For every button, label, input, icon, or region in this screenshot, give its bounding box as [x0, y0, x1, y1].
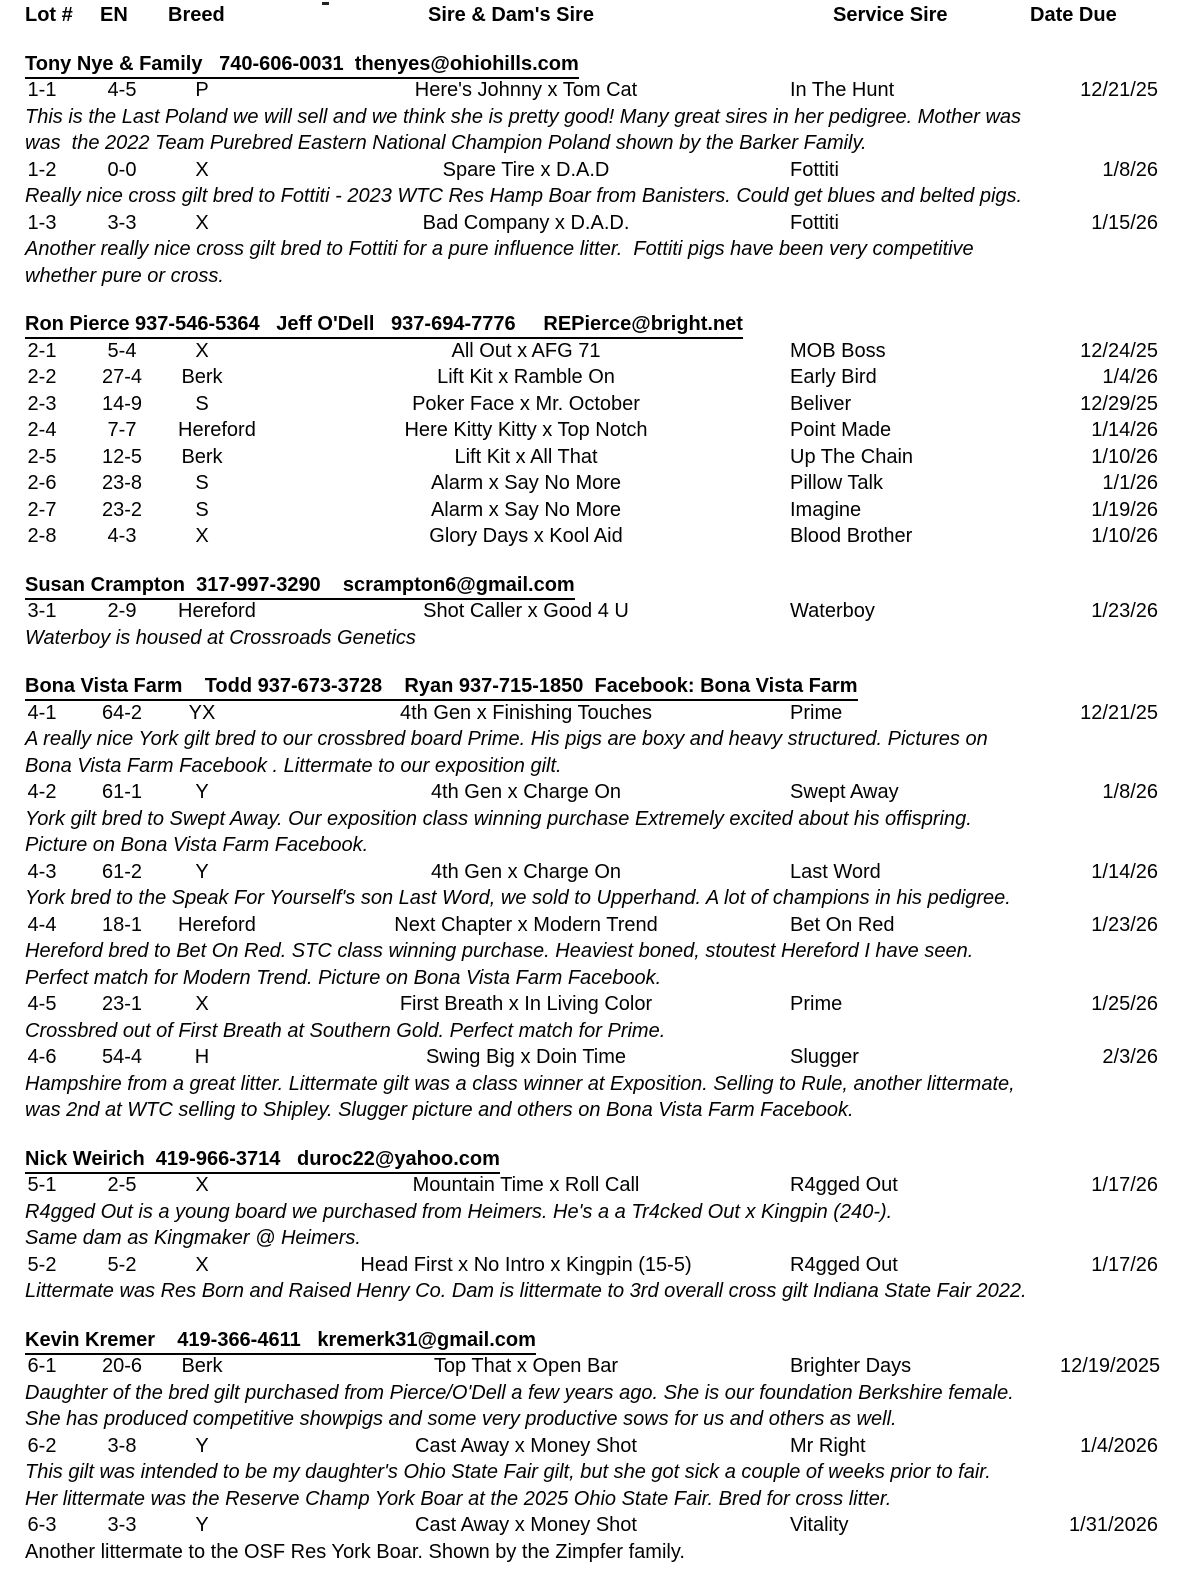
en-cell: 14-9: [101, 392, 143, 415]
date-due-cell: 1/31/2026: [1069, 1514, 1158, 1536]
column-spacer: [226, 157, 274, 184]
en-cell: 4-5: [107, 79, 137, 101]
en-cell: 27-4: [101, 366, 143, 388]
service-sire-cell: MOB Boss: [790, 339, 886, 362]
column-spacer: [226, 1172, 274, 1199]
date-due-cell: 1/10/26: [1091, 445, 1158, 468]
service-sire-cell: Bet On Red: [790, 913, 895, 936]
entry-row: [0, 210, 1200, 237]
entry-row: [0, 1512, 1200, 1539]
service-sire-cell: Pillow Talk: [790, 472, 883, 494]
entry-row: [0, 417, 1200, 444]
entry-row: [0, 391, 1200, 418]
lot-cell: 4-5: [27, 993, 57, 1015]
seller-heading: Bona Vista Farm Todd 937-673-3728 Ryan 937-715-1850 Facebook: Bona Vista Farm: [25, 675, 858, 701]
service-sire-cell: Imagine: [790, 498, 862, 521]
entry-note: was the 2022 Team Purebred Eastern National Champion Poland shown by the Barker Family.: [25, 132, 867, 154]
entry-note: York gilt bred to Swept Away. Our exposition class winning purchase Extremely excited about his offispring.: [25, 807, 972, 830]
date-due-cell: 1/17/26: [1091, 1174, 1158, 1196]
entry-row: [0, 444, 1200, 471]
column-spacer: [226, 598, 274, 625]
column-spacer: [226, 364, 274, 391]
column-spacer: [226, 444, 274, 471]
en-cell: 0-0: [107, 158, 137, 181]
entry-row: [0, 497, 1200, 524]
entry-note: Crossbred out of First Breath at Southern Gold. Perfect match for Prime.: [25, 1019, 666, 1042]
breed-cell: P: [195, 79, 209, 101]
lot-cell: 4-3: [27, 860, 57, 883]
breed-cell: Hereford: [178, 600, 256, 622]
seller-heading-line: [0, 673, 1200, 700]
sire-cell: Head First x No Intro x Kingpin (15-5): [360, 1253, 692, 1276]
seller-heading: Tony Nye & Family 740-606-0031 thenyes@ohiohills.com: [25, 53, 579, 79]
entry-row: [0, 77, 1200, 104]
service-sire-cell: Slugger: [790, 1046, 859, 1068]
entry-row: [0, 912, 1200, 939]
entry-note: Hereford bred to Bet On Red. STC class winning purchase. Heaviest boned, stoutest Hereford I have seen.: [25, 940, 974, 962]
lot-cell: 1-2: [27, 158, 57, 181]
entry-row: [0, 700, 1200, 727]
en-cell: 61-2: [101, 860, 143, 883]
breed-cell: YX: [188, 701, 216, 724]
entry-note: Daughter of the bred gilt purchased from Pierce/O'Dell a few years ago. She is our foundation Berkshire female.: [25, 1381, 1014, 1404]
entry-note: Perfect match for Modern Trend. Picture on Bona Vista Farm Facebook.: [25, 966, 662, 989]
service-sire-cell: Point Made: [790, 419, 892, 441]
column-spacer: [226, 1044, 274, 1071]
lot-cell: 4-1: [27, 701, 57, 724]
entry-row: [0, 1433, 1200, 1460]
breed-cell: X: [195, 339, 209, 362]
entry-note: York bred to the Speak For Yourself's son Last Word, we sold to Upperhand. A lot of champions in his pedigree.: [25, 887, 1011, 909]
column-spacer: [226, 523, 274, 550]
column-spacer: [226, 991, 274, 1018]
entry-row: [0, 157, 1200, 184]
service-sire-cell: Blood Brother: [790, 525, 913, 547]
seller-heading-line: [0, 1327, 1200, 1354]
lot-cell: 4-6: [27, 1046, 57, 1068]
lot-cell: 2-7: [27, 498, 57, 521]
date-due-cell: 1/23/26: [1091, 913, 1158, 936]
column-spacer: [226, 700, 274, 727]
entry-row: [0, 1172, 1200, 1199]
sire-cell: Poker Face x Mr. October: [412, 392, 640, 415]
column-spacer: [226, 1512, 274, 1539]
seller-section: [0, 572, 1200, 652]
en-cell: 5-2: [107, 1253, 137, 1276]
en-cell: 61-1: [101, 781, 143, 803]
entry-row: [0, 779, 1200, 806]
seller-heading-line: [0, 311, 1200, 338]
seller-section: [0, 311, 1200, 550]
en-cell: 23-2: [101, 498, 143, 521]
sire-cell: Top That x Open Bar: [433, 1355, 619, 1377]
breed-cell: S: [195, 472, 209, 494]
service-sire-cell: Beliver: [790, 392, 852, 415]
column-spacer: [226, 470, 274, 497]
column-spacer: [226, 497, 274, 524]
service-sire-cell: Fottiti: [790, 158, 839, 181]
sire-cell: First Breath x In Living Color: [399, 993, 653, 1015]
sire-cell: Spare Tire x D.A.D: [442, 158, 610, 181]
seller-heading: Ron Pierce 937-546-5364 Jeff O'Dell 937-694-7776 REPierce@bright.net: [25, 313, 743, 339]
date-due-cell: 1/4/26: [1102, 366, 1158, 388]
breed-cell: S: [195, 392, 209, 415]
lot-cell: 2-4: [27, 419, 57, 441]
seller-heading-line: [0, 572, 1200, 599]
column-spacer: [226, 391, 274, 418]
sire-cell: 4th Gen x Charge On: [430, 860, 622, 883]
lot-cell: 2-5: [27, 445, 57, 468]
en-cell: 4-3: [107, 525, 137, 547]
breed-cell: Y: [195, 781, 209, 803]
sire-cell: Lift Kit x All That: [454, 445, 598, 468]
entry-note: This gilt was intended to be my daughter's Ohio State Fair gilt, but she got sick a couple of weeks prior to fair.: [25, 1461, 991, 1483]
entry-note: Hampshire from a great litter. Littermate gilt was a class winner at Exposition. Selling to Rule, another littermate,: [25, 1072, 1015, 1095]
date-due-cell: 1/14/26: [1091, 419, 1158, 441]
service-sire-cell: Vitality: [790, 1514, 849, 1536]
breed-cell: H: [194, 1046, 210, 1068]
service-sire-cell: Fottiti: [790, 211, 839, 234]
breed-cell: Berk: [181, 366, 223, 388]
column-spacer: [226, 1252, 274, 1279]
column-spacer: [226, 912, 274, 939]
en-cell: 5-4: [107, 339, 137, 362]
date-due-cell: 12/29/25: [1080, 392, 1158, 415]
date-due-cell: 1/14/26: [1091, 860, 1158, 883]
lot-cell: 5-1: [27, 1174, 57, 1196]
entry-note: whether pure or cross.: [25, 264, 224, 287]
column-spacer: [226, 338, 274, 365]
sire-cell: Swing Big x Doin Time: [425, 1046, 627, 1068]
lot-cell: 1-1: [27, 79, 57, 101]
seller-heading: Susan Crampton 317-997-3290 scrampton6@gmail.com: [25, 574, 575, 600]
entry-note: Really nice cross gilt bred to Fottiti - 2023 WTC Res Hamp Boar from Banisters. Could get blues and belted pigs.: [25, 185, 1023, 207]
sire-cell: 4th Gen x Finishing Touches: [399, 701, 652, 724]
column-spacer: [226, 210, 274, 237]
column-spacer: [226, 77, 274, 104]
entry-note: Her littermate was the Reserve Champ York Boar at the 2025 Ohio State Fair. Bred for cross litter.: [25, 1487, 892, 1510]
lot-cell: 5-2: [27, 1253, 57, 1276]
service-sire-cell: Prime: [790, 993, 843, 1015]
service-sire-cell: Waterboy: [790, 600, 875, 622]
entry-row: [0, 1353, 1200, 1380]
en-cell: 64-2: [101, 701, 143, 724]
breed-cell: X: [195, 211, 209, 234]
column-spacer: [226, 1353, 274, 1380]
seller-heading-line: [0, 51, 1200, 78]
date-due-cell: 12/24/25: [1080, 339, 1158, 362]
breed-cell: Y: [195, 1434, 209, 1457]
date-due-cell: 1/23/26: [1091, 600, 1158, 622]
lot-cell: 2-8: [27, 525, 57, 547]
entry-row: [0, 1044, 1200, 1071]
entry-note: Bona Vista Farm Facebook . Littermate to our exposition gilt.: [25, 754, 562, 777]
breed-cell: Y: [195, 860, 209, 883]
lot-cell: 4-4: [27, 913, 57, 936]
en-cell: 20-6: [101, 1355, 143, 1377]
service-sire-cell: Early Bird: [790, 366, 877, 388]
en-cell: 18-1: [101, 913, 143, 936]
en-cell: 54-4: [101, 1046, 143, 1068]
sire-cell: Cast Away x Money Shot: [415, 1514, 637, 1536]
lot-cell: 6-1: [27, 1355, 57, 1377]
breed-cell: S: [195, 498, 209, 521]
en-cell: 3-8: [107, 1434, 137, 1457]
column-spacer: [226, 417, 274, 444]
sire-cell: Bad Company x D.A.D.: [422, 211, 630, 234]
en-cell: 3-3: [107, 1514, 137, 1536]
service-sire-cell: Last Word: [790, 860, 881, 883]
column-header-sire: Sire & Dam's Sire: [428, 4, 594, 26]
entry-note: Same dam as Kingmaker @ Heimers.: [25, 1227, 361, 1249]
sire-cell: Mountain Time x Roll Call: [412, 1174, 640, 1196]
sire-cell: Alarm x Say No More: [430, 498, 622, 521]
seller-heading: Kevin Kremer 419-366-4611 kremerk31@gmail.com: [25, 1329, 536, 1355]
date-due-cell: 1/10/26: [1091, 525, 1158, 547]
service-sire-cell: Swept Away: [790, 781, 899, 803]
sire-cell: 4th Gen x Charge On: [430, 781, 622, 803]
entry-note: Littermate was Res Born and Raised Henry Co. Dam is littermate to 3rd overall cross gilt Indiana State Fair 2022.: [25, 1280, 1027, 1302]
lot-cell: 2-1: [27, 339, 57, 362]
column-header-row: [0, 2, 1200, 29]
date-due-cell: 1/8/26: [1102, 158, 1158, 181]
sire-cell: Next Chapter x Modern Trend: [394, 913, 658, 936]
breed-cell: X: [195, 1253, 209, 1276]
entry-note: A really nice York gilt bred to our crossbred board Prime. His pigs are boxy and heavy structured. Pictures on: [25, 728, 988, 750]
sire-cell: All Out x AFG 71: [451, 339, 601, 362]
column-spacer: [226, 779, 274, 806]
lot-cell: 3-1: [27, 600, 57, 622]
column-header-lot: Lot #: [25, 4, 73, 26]
sire-cell: Here Kitty Kitty x Top Notch: [404, 419, 648, 441]
service-sire-cell: Prime: [790, 701, 843, 724]
date-due-cell: 12/21/25: [1080, 79, 1158, 101]
en-cell: 12-5: [101, 445, 143, 468]
seller-heading: Nick Weirich 419-966-3714 duroc22@yahoo.com: [25, 1148, 500, 1174]
column-spacer: [226, 859, 274, 886]
date-due-cell: 1/1/26: [1102, 472, 1158, 494]
breed-cell: X: [195, 1174, 209, 1196]
entry-row: [0, 991, 1200, 1018]
lot-cell: 1-3: [27, 211, 57, 234]
entry-note: R4gged Out is a young board we purchased from Heimers. He's a a Tr4cked Out x Kingpin (240-).: [25, 1200, 893, 1223]
service-sire-cell: R4gged Out: [790, 1174, 898, 1196]
breed-cell: X: [195, 158, 209, 181]
sire-cell: Cast Away x Money Shot: [415, 1434, 637, 1457]
date-due-cell: 1/4/2026: [1080, 1434, 1158, 1457]
service-sire-cell: Mr Right: [790, 1434, 866, 1457]
service-sire-cell: In The Hunt: [790, 79, 895, 101]
breed-cell: X: [195, 993, 209, 1015]
seller-section: [0, 51, 1200, 290]
seller-section: [0, 673, 1200, 1124]
lot-cell: 6-2: [27, 1434, 57, 1457]
en-cell: 2-9: [107, 600, 137, 622]
column-header-en: EN: [100, 4, 128, 26]
sire-cell: Here's Johnny x Tom Cat: [414, 79, 638, 101]
date-due-cell: 1/25/26: [1091, 993, 1158, 1015]
sire-cell: Shot Caller x Good 4 U: [423, 600, 629, 622]
en-cell: 23-8: [101, 472, 143, 494]
entry-row: [0, 470, 1200, 497]
en-cell: 7-7: [107, 419, 137, 441]
entry-row: [0, 598, 1200, 625]
lot-cell: 2-3: [27, 392, 57, 415]
entry-row: [0, 859, 1200, 886]
entry-note: Picture on Bona Vista Farm Facebook.: [25, 834, 369, 856]
entry-row: [0, 523, 1200, 550]
lot-cell: 4-2: [27, 781, 57, 803]
seller-heading-line: [0, 1146, 1200, 1173]
column-header-breed: Breed: [168, 4, 225, 26]
breed-cell: Hereford: [178, 913, 256, 936]
catalog-page: [0, 2, 1200, 1565]
service-sire-cell: Up The Chain: [790, 445, 914, 468]
entry-note: She has produced competitive showpigs and some very productive sows for us and others as well.: [25, 1408, 897, 1430]
date-due-cell: 12/21/25: [1080, 701, 1158, 724]
entry-note: This is the Last Poland we will sell and we think she is pretty good! Many great sires in her pedigree. Mother was: [25, 105, 1022, 128]
breed-cell: Y: [195, 1514, 209, 1536]
breed-cell: Hereford: [178, 419, 256, 441]
entry-row: [0, 1252, 1200, 1279]
lot-cell: 2-2: [27, 366, 57, 388]
breed-cell: Berk: [181, 1355, 223, 1377]
date-due-cell: 1/8/26: [1102, 781, 1158, 803]
date-due-cell: 1/15/26: [1091, 211, 1158, 234]
lot-cell: 6-3: [27, 1514, 57, 1536]
entry-note: Waterboy is housed at Crossroads Genetics: [25, 626, 416, 649]
entry-note: Another really nice cross gilt bred to Fottiti for a pure influence litter. Fottiti pigs have been very competitive: [25, 238, 974, 260]
en-cell: 3-3: [107, 211, 137, 234]
service-sire-cell: Brighter Days: [790, 1355, 912, 1377]
date-due-cell: 1/17/26: [1091, 1253, 1158, 1276]
breed-cell: Berk: [181, 445, 223, 468]
en-cell: 2-5: [107, 1174, 137, 1196]
entry-row: [0, 364, 1200, 391]
entry-note: Another littermate to the OSF Res York Boar. Shown by the Zimpfer family.: [25, 1540, 685, 1563]
service-sire-cell: R4gged Out: [790, 1253, 898, 1276]
entry-row: [0, 338, 1200, 365]
seller-section: [0, 1146, 1200, 1305]
breed-cell: X: [195, 525, 209, 547]
date-due-cell: 12/19/2025: [1060, 1355, 1161, 1377]
catalog-body: [0, 51, 1200, 1566]
sire-cell: Glory Days x Kool Aid: [429, 525, 623, 547]
sire-cell: Alarm x Say No More: [430, 472, 622, 494]
column-header-service-sire: Service Sire: [833, 4, 948, 26]
column-spacer: [226, 1433, 274, 1460]
date-due-cell: 1/19/26: [1091, 498, 1158, 521]
lot-cell: 2-6: [27, 472, 57, 494]
seller-section: [0, 1327, 1200, 1566]
en-cell: 23-1: [101, 993, 143, 1015]
column-header-date-due: Date Due: [1030, 4, 1117, 26]
date-due-cell: 2/3/26: [1102, 1046, 1158, 1068]
entry-note: was 2nd at WTC selling to Shipley. Slugger picture and others on Bona Vista Farm Facebook.: [25, 1099, 854, 1121]
sire-cell: Lift Kit x Ramble On: [437, 366, 615, 388]
